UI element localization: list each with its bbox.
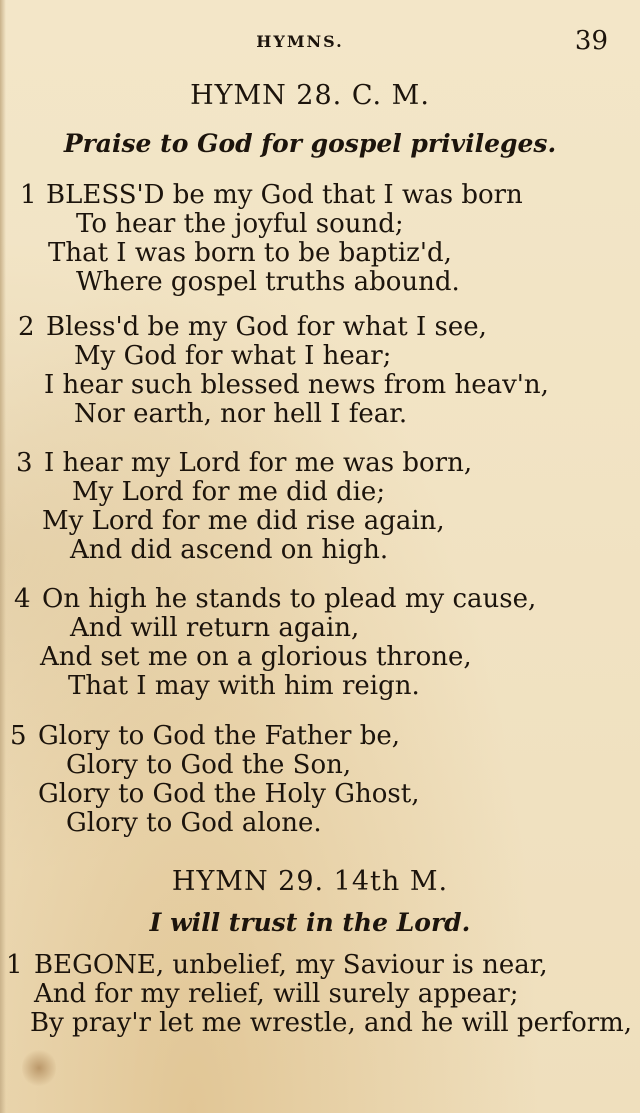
verse-number: 5 <box>10 721 27 751</box>
hymn-title: HYMN 29. 14th M. <box>171 866 449 897</box>
verse-line: On high he stands to plead my cause, <box>42 584 537 614</box>
verse-line: My Lord for me did rise again, <box>42 506 445 536</box>
verse-line: Glory to God the Son, <box>66 750 352 780</box>
page-number: 39 <box>574 26 608 56</box>
verse-line: And set me on a glorious throne, <box>40 642 472 672</box>
verse-line: Glory to God alone. <box>66 808 322 838</box>
verse-line: And for my relief, will surely appear; <box>34 979 519 1009</box>
hymn-subtitle: Praise to God for gospel privileges. <box>63 129 557 158</box>
hymn-subtitle: I will trust in the Lord. <box>149 908 471 937</box>
verse-line: Bless'd be my God for what I see, <box>46 312 487 342</box>
verse-line: Glory to God the Holy Ghost, <box>38 779 420 809</box>
verse-line: BLESS'D be my God that I was born <box>46 180 523 210</box>
verse-line: My Lord for me did die; <box>72 477 386 507</box>
verse-line: Nor earth, nor hell I fear. <box>74 399 408 429</box>
verse-line: I hear my Lord for me was born, <box>44 448 473 478</box>
verse-line: BEGONE, unbelief, my Saviour is near, <box>34 950 548 980</box>
hymn-title: HYMN 28. C. M. <box>190 80 430 111</box>
verse-line: Glory to God the Father be, <box>38 721 401 751</box>
verse-number: 1 <box>20 180 37 210</box>
running-head <box>0 26 640 56</box>
verse-line: And will return again, <box>70 613 360 643</box>
verse-line: Where gospel truths abound. <box>76 267 460 297</box>
verse-number: 1 <box>6 950 23 980</box>
verse-line: That I may with him reign. <box>68 671 420 701</box>
paper-stain <box>22 1048 56 1088</box>
verse-line: I hear such blessed news from heav'n, <box>44 370 549 400</box>
verse-line: To hear the joyful sound; <box>76 209 404 239</box>
verse-number: 3 <box>16 448 33 478</box>
verse-number: 4 <box>14 584 31 614</box>
verse-line: And did ascend on high. <box>70 535 389 565</box>
verse-line: My God for what I hear; <box>74 341 392 371</box>
running-title: HYMNS. <box>256 32 344 51</box>
page-gutter <box>0 0 6 1113</box>
verse-line: By pray'r let me wrestle, and he will perform, <box>30 1008 633 1038</box>
verse-line: That I was born to be baptiz'd, <box>48 238 452 268</box>
verse-number: 2 <box>18 312 35 342</box>
